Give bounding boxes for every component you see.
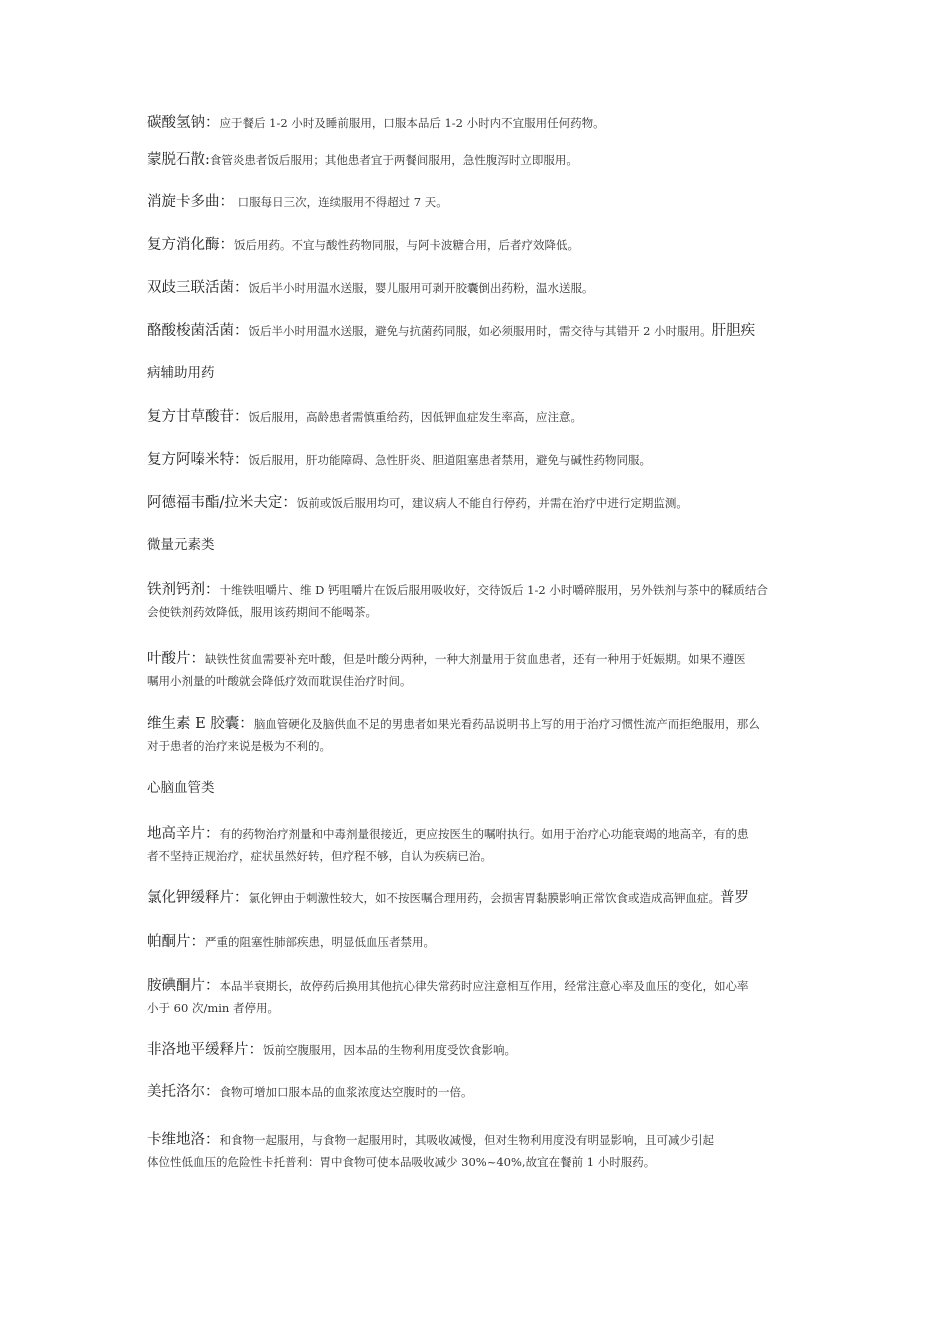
drug-instruction: 本品半衰期长，故停药后换用其他抗心律失常药时应注意相互作用，经常注意心率及血压的变化，如心率 <box>219 979 749 993</box>
drug-instruction: 脑血管硬化及脑供血不足的男患者如果光看药品说明书上写的用于治疗习惯性流产而拒绝服用，那么 <box>253 717 760 731</box>
drug-name-fragment: 普罗 <box>720 890 749 906</box>
entry-folic-acid <box>147 647 812 692</box>
drug-name: 双歧三联活菌： <box>147 280 249 296</box>
entry-felodipine <box>147 1038 812 1061</box>
entry-potassium-chloride <box>147 886 812 909</box>
entry-digoxin <box>147 822 812 867</box>
entry-metoprolol <box>147 1080 812 1103</box>
entry-vitamin-e <box>147 712 812 757</box>
drug-name: 美托洛尔： <box>147 1084 220 1100</box>
drug-instruction: 饭后用药。不宜与酸性药物同服，与阿卡波糖合用，后者疗效降低。 <box>234 238 579 252</box>
drug-instruction: 应于餐后 1-2 小时及睡前服用，口服本品后 1-2 小时内不宜服用任何药物。 <box>219 116 605 130</box>
drug-instruction: 饭前或饭后服用均可，建议病人不能自行停药，并需在治疗中进行定期监测。 <box>296 496 688 510</box>
section-heading: 病辅助用药 <box>147 365 215 381</box>
drug-instruction: 缺铁性贫血需要补充叶酸，但是叶酸分两种，一种大剂量用于贫血患者，还有一种用于妊娠期。如果不遵医 <box>205 652 746 666</box>
section-heading: 微量元素类 <box>147 537 215 553</box>
drug-instruction: 饭后半小时用温水送服，避免与抗菌药同服，如必须服用时，需交待与其错开 2 小时服用。 <box>248 324 712 338</box>
drug-name: 胺碘酮片： <box>147 978 220 994</box>
drug-name: 消旋卡多曲： <box>147 194 234 210</box>
drug-instruction: 严重的阻塞性肺部疾患，明显低血压者禁用。 <box>205 935 435 949</box>
drug-instruction: 和食物一起服用，与食物一起服用时，其吸收减慢，但对生物利用度没有明显影响，且可减少引起 <box>219 1133 714 1147</box>
drug-name: 蒙脱石散: <box>147 152 210 168</box>
entry-adefovir-lamivudine <box>147 491 812 514</box>
entry-amiodarone <box>147 974 812 1019</box>
drug-instruction-cont: 对于患者的治疗来说是极为不利的。 <box>147 739 331 753</box>
drug-instruction: 有的药物治疗剂量和中毒剂量很接近，更应按医生的嘱咐执行。如用于治疗心功能衰竭的地高辛，有的患 <box>219 827 749 841</box>
entry-racecadotril <box>147 190 812 213</box>
drug-name: 维生素 E 胶囊： <box>147 716 254 732</box>
drug-instruction: 食管炎患者饭后服用；其他患者宜于两餐间服用，急性腹泻时立即服用。 <box>209 153 578 167</box>
drug-instruction-cont: 会使铁剂药效降低，服用该药期间不能喝茶。 <box>147 605 377 619</box>
section-heading-trace-elements <box>147 534 812 556</box>
entry-carvedilol <box>147 1128 812 1173</box>
entry-digestive-enzyme <box>147 233 812 256</box>
drug-instruction: 饭后服用，高龄患者需慎重给药，因低钾血症发生率高，应注意。 <box>248 410 582 424</box>
drug-name: 卡维地洛： <box>147 1132 220 1148</box>
entry-propafenone <box>147 930 812 953</box>
drug-name: 碳酸氢钠： <box>147 115 220 131</box>
drug-name: 复方阿嗪米特： <box>147 452 249 468</box>
drug-name: 非洛地平缓释片： <box>147 1042 263 1058</box>
drug-name: 酪酸梭菌活菌： <box>147 323 249 339</box>
drug-instruction-cont: 体位性低血压的危险性卡托普利：胃中食物可使本品吸收减少 30%~40%,故宜在餐前 1 小时服药。 <box>147 1155 656 1169</box>
section-heading-fragment: 肝胆疾 <box>711 323 756 339</box>
drug-instruction: 饭前空腹服用，因本品的生物利用度受饮食影响。 <box>263 1043 516 1057</box>
drug-instruction: 食物可增加口服本品的血浆浓度达空腹时的一倍。 <box>219 1085 473 1099</box>
drug-instruction: 饭后服用，肝功能障碍、急性肝炎、胆道阻塞患者禁用，避免与碱性药物同服。 <box>248 453 651 467</box>
entry-montmorillonite <box>147 148 812 171</box>
section-heading: 心脑血管类 <box>147 780 215 796</box>
drug-name: 帕酮片： <box>147 934 205 950</box>
drug-name: 氯化钾缓释片： <box>147 890 249 906</box>
entry-azintamide <box>147 448 812 471</box>
drug-name: 复方消化酶： <box>147 237 234 253</box>
section-heading-cardio <box>147 777 812 799</box>
entry-compound-glycyrrhizin <box>147 405 812 428</box>
entry-iron-calcium <box>147 578 812 623</box>
drug-instruction: 氯化钾由于刺激性较大，如不按医嘱合理用药，会损害胃黏膜影响正常饮食或造成高钾血症。 <box>248 891 720 905</box>
drug-instruction-cont: 小于 60 次/min 者停用。 <box>147 1001 279 1015</box>
drug-instruction: 饭后半小时用温水送服，婴儿服用可剥开胶囊倒出药粉，温水送服。 <box>248 281 594 295</box>
drug-instruction-cont: 嘱用小剂量的叶酸就会降低疗效而耽误佳治疗时间。 <box>147 674 412 688</box>
drug-name: 铁剂钙剂： <box>147 582 220 598</box>
drug-name: 阿德福韦酯/拉米夫定： <box>147 495 297 511</box>
drug-name: 复方甘草酸苷： <box>147 409 249 425</box>
entry-sodium-bicarbonate <box>147 111 812 134</box>
section-heading-liver <box>147 362 812 384</box>
drug-name: 地高辛片： <box>147 826 220 842</box>
entry-bifid-triple-viable <box>147 276 812 299</box>
drug-name: 叶酸片： <box>147 651 205 667</box>
drug-instruction: 十维铁咀嚼片、维 D 钙咀嚼片在饭后服用吸收好，交待饭后 1-2 小时嚼碎服用，另外铁剂与茶中的鞣质结合 <box>219 583 768 597</box>
drug-instruction-cont: 者不坚持正规治疗，症状虽然好转，但疗程不够，自认为疾病已治。 <box>147 849 492 863</box>
drug-instruction: 口服每日三次，连续服用不得超过 7 天。 <box>234 195 448 209</box>
entry-clostridium-butyricum <box>147 319 827 342</box>
